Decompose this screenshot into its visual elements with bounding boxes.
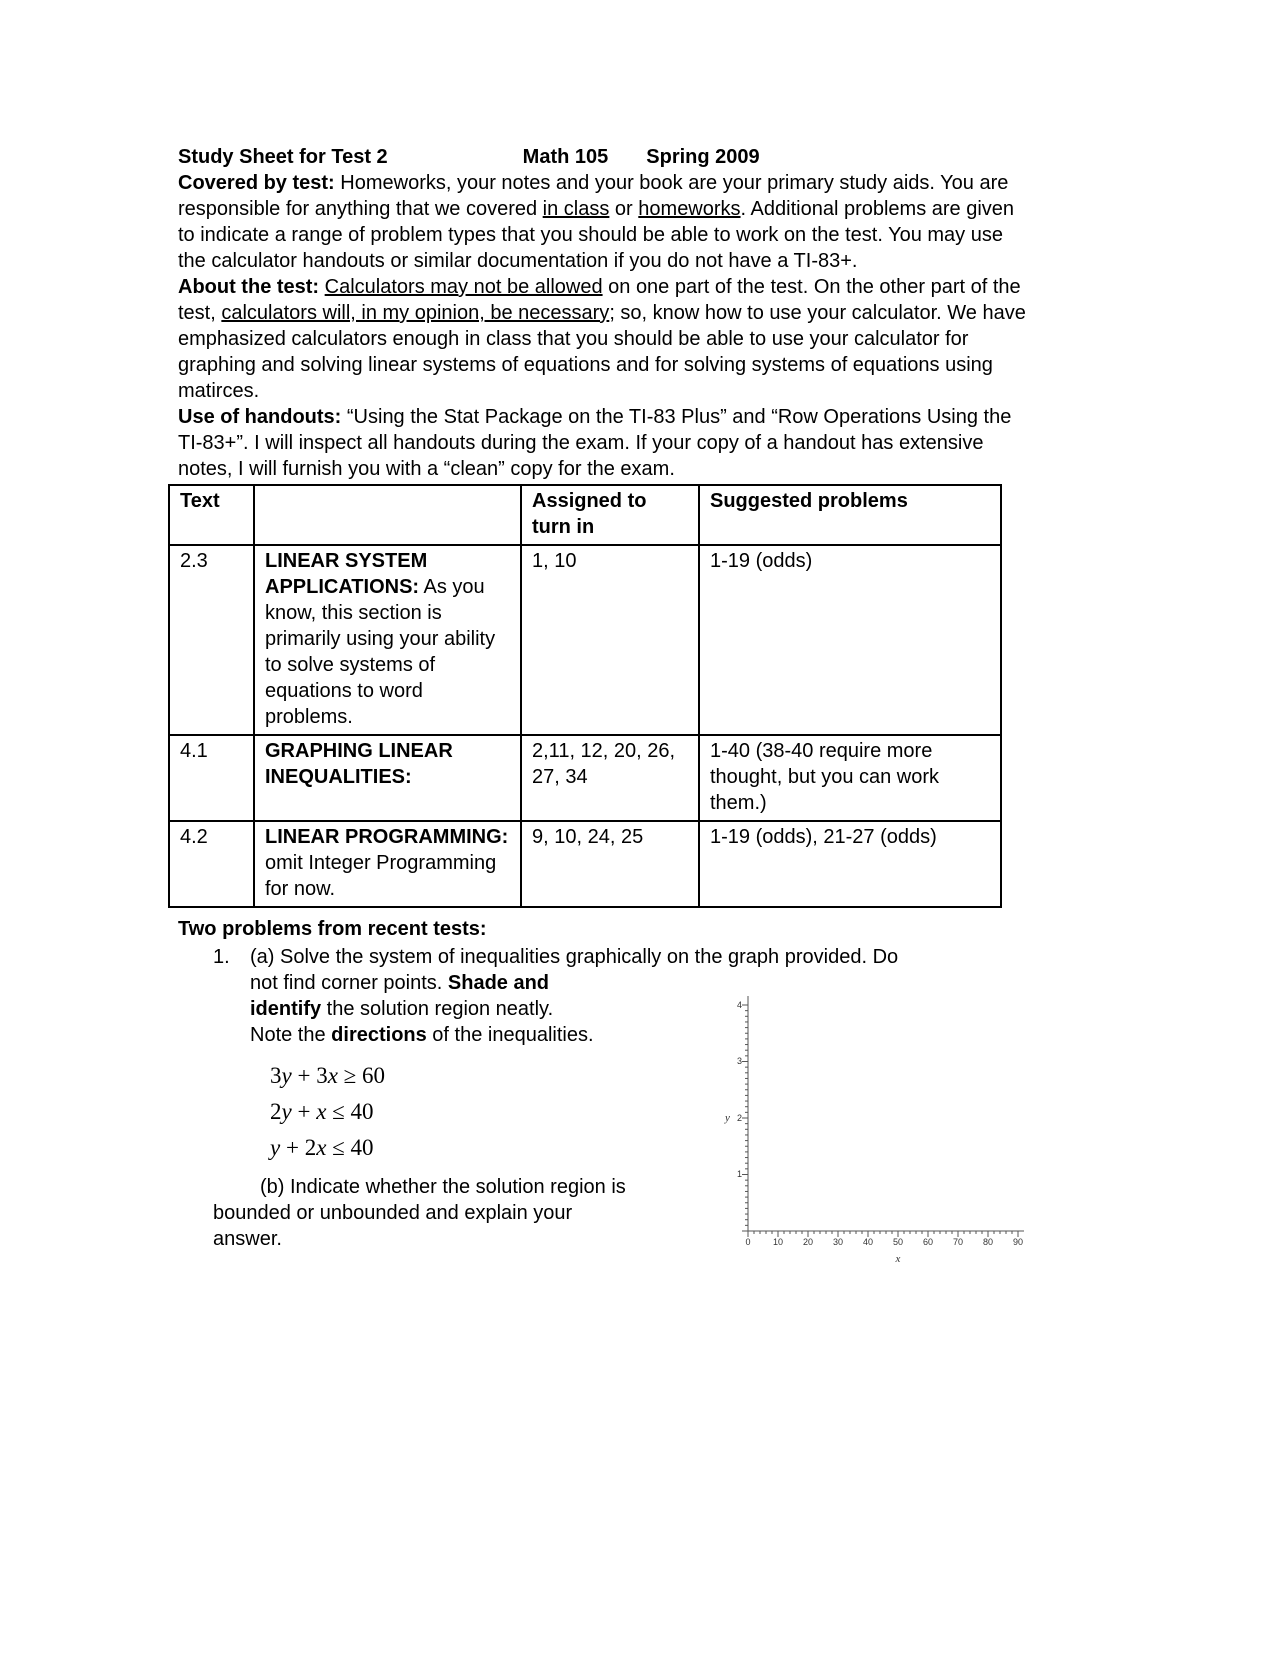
cell-topic: GRAPHING LINEAR INEQUALITIES: bbox=[254, 735, 521, 821]
graph bbox=[718, 988, 1038, 1278]
x-tick-label: 20 bbox=[802, 1237, 814, 1247]
x-tick-label: 80 bbox=[982, 1237, 994, 1247]
study-table bbox=[168, 484, 1002, 908]
cell-section: 2.3 bbox=[169, 545, 254, 735]
x-tick-label: 90 bbox=[1012, 1237, 1024, 1247]
paragraph-covered-by-test: Covered by test: Homeworks, your notes and your book are your primary study aids. You are responsible for anything that we covered in class or homeworks. Additional problems are given to indicate a range of problem types that you should be able to work on the test. You may use the calculator handouts or similar documentation if you do not have a TI-83+. bbox=[178, 172, 1015, 272]
x-axis-label: x bbox=[895, 1253, 901, 1265]
table-header-row bbox=[169, 485, 1001, 545]
x-tick-label: 30 bbox=[832, 1237, 844, 1247]
part-b-text: bounded or unbounded and explain your bbox=[213, 1202, 573, 1224]
list-number: 1. bbox=[213, 946, 230, 968]
problem-1 bbox=[178, 944, 1034, 1265]
y-tick-label: 4 bbox=[736, 1000, 742, 1010]
cell-assigned: 1, 10 bbox=[521, 545, 699, 735]
table-header-topic bbox=[254, 485, 521, 545]
paragraph-about-the-test: About the test: Calculators may not be allowed on one part of the test. On the other part of the test, calculators will, in my opinion, be necessary; so, know how to use your calculator. We have emphasized calculators enough in class that you should be able to use your calculator for graphing and solving linear systems of equations and for solving systems of equations using matirces. bbox=[178, 276, 1026, 402]
cell-suggested: 1-19 (odds) bbox=[699, 545, 1001, 735]
inequality-1: 3y + 3x ≥ 60 bbox=[270, 1063, 386, 1088]
part-a-text: (a) Solve the system of inequalities graphically on the graph provided. Do bbox=[250, 946, 899, 968]
x-tick-label: 0 bbox=[745, 1237, 751, 1247]
x-tick-label: 70 bbox=[952, 1237, 964, 1247]
recent-tests-heading: Two problems from recent tests: bbox=[178, 918, 487, 940]
x-axis-ticks bbox=[748, 1231, 1018, 1237]
inequality-2: 2y + x ≤ 40 bbox=[270, 1099, 374, 1124]
x-tick-label: 40 bbox=[862, 1237, 874, 1247]
y-axis-ticks bbox=[742, 1005, 748, 1231]
y-tick-label: 3 bbox=[736, 1056, 742, 1066]
problem-1-line bbox=[213, 944, 1034, 970]
part-b-text: answer. bbox=[213, 1228, 282, 1250]
course-code: Math 105 bbox=[522, 146, 609, 168]
y-tick-label: 1 bbox=[736, 1169, 742, 1179]
cell-topic: LINEAR PROGRAMMING: omit Integer Programming for now. bbox=[254, 821, 521, 907]
cell-assigned: 2,11, 12, 20, 26, 27, 34 bbox=[521, 735, 699, 821]
x-tick-label: 10 bbox=[772, 1237, 784, 1247]
cell-assigned: 9, 10, 24, 25 bbox=[521, 821, 699, 907]
cell-suggested: 1-40 (38-40 require more thought, but you can work them.) bbox=[699, 735, 1001, 821]
term: Spring 2009 bbox=[646, 146, 760, 168]
cell-section: 4.2 bbox=[169, 821, 254, 907]
y-axis-label: y bbox=[725, 1112, 730, 1124]
table-row bbox=[169, 545, 1001, 735]
part-a-text: not find corner points. Shade and bbox=[250, 972, 550, 994]
table-header-text: Text bbox=[169, 485, 254, 545]
document-title: Study Sheet for Test 2 bbox=[178, 146, 388, 168]
document-body bbox=[178, 144, 1034, 1265]
table-row bbox=[169, 821, 1001, 907]
inequality-3: y + 2x ≤ 40 bbox=[270, 1135, 374, 1160]
part-b-text: (b) Indicate whether the solution region is bbox=[260, 1176, 626, 1198]
cell-suggested: 1-19 (odds), 21-27 (odds) bbox=[699, 821, 1001, 907]
table-header-suggested: Suggested problems bbox=[699, 485, 1001, 545]
document-title-line bbox=[178, 144, 1034, 170]
cell-section: 4.1 bbox=[169, 735, 254, 821]
part-a-text: identify the solution region neatly. bbox=[250, 998, 554, 1020]
part-a-text: Note the directions of the inequalities. bbox=[250, 1024, 594, 1046]
x-tick-label: 60 bbox=[922, 1237, 934, 1247]
paragraph-use-of-handouts: Use of handouts: “Using the Stat Package on the TI-83 Plus” and “Row Operations Using the TI-83+”. I will inspect all handouts during the exam. If your copy of a handout has extensive notes, I will furnish you with a “clean” copy for the exam. bbox=[178, 406, 1012, 480]
table-header-assigned: Assigned to turn in bbox=[521, 485, 699, 545]
coordinate-axes bbox=[718, 988, 1038, 1278]
y-tick-label: 2 bbox=[736, 1113, 742, 1123]
table-row bbox=[169, 735, 1001, 821]
x-tick-label: 50 bbox=[892, 1237, 904, 1247]
cell-topic: LINEAR SYSTEM APPLICATIONS: As you know, this section is primarily using your ability to solve systems of equations to word problems. bbox=[254, 545, 521, 735]
